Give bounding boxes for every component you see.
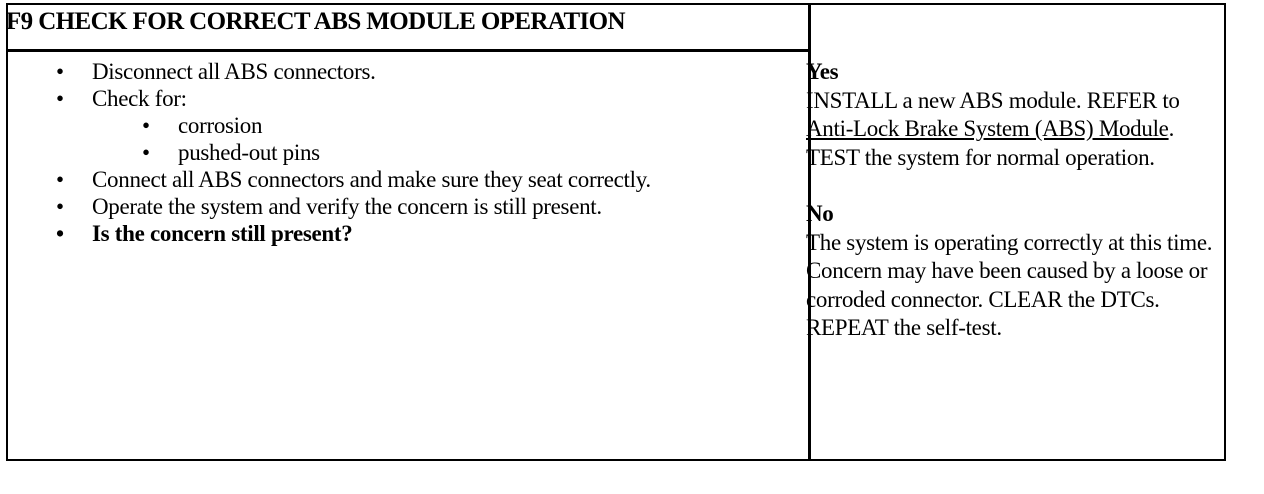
- step-text: Check for:: [92, 86, 187, 111]
- header-divider: [8, 49, 808, 52]
- check-item-text: corrosion: [178, 113, 263, 138]
- step-text: Disconnect all ABS connectors.: [92, 59, 376, 84]
- check-item: [8, 112, 788, 139]
- bullet: •: [56, 167, 64, 192]
- result-no-label: No: [806, 201, 834, 226]
- step-question: [8, 220, 788, 247]
- step-item: [8, 193, 788, 220]
- test-step-actions: [8, 58, 788, 247]
- question-text: Is the concern still present?: [92, 221, 353, 246]
- step-item: [8, 166, 788, 193]
- step-text: Connect all ABS connectors and make sure they seat correctly.: [92, 167, 651, 192]
- step-item: [8, 58, 788, 85]
- result-yes-label: Yes: [806, 59, 839, 84]
- bullet: •: [142, 113, 150, 138]
- bullet: •: [142, 140, 150, 165]
- bullet: •: [56, 194, 64, 219]
- result-yes-text: INSTALL a new ABS module. REFER to: [806, 87, 1180, 113]
- abs-module-link[interactable]: Anti-Lock Brake System (ABS) Module: [806, 116, 1169, 141]
- result-column: [806, 58, 1218, 343]
- step-text: Operate the system and verify the concern is still present.: [92, 194, 602, 219]
- result-yes: [806, 58, 1218, 172]
- check-item: [8, 139, 788, 166]
- spacer: [806, 172, 1218, 200]
- result-yes-text-end: . TEST the system for normal operation.: [806, 116, 1175, 170]
- bullet: •: [56, 86, 64, 111]
- bullet: •: [56, 59, 64, 84]
- step-item: [8, 85, 788, 112]
- result-no: [806, 200, 1218, 343]
- test-step-title: F9 CHECK FOR CORRECT ABS MODULE OPERATION: [6, 8, 625, 35]
- bullet: •: [56, 221, 64, 246]
- check-item-text: pushed-out pins: [178, 140, 320, 165]
- result-no-text: The system is operating correctly at this time. Concern may have been caused by a loose or corroded connector. CLEAR the DTCs. REPEAT the self-test.: [806, 229, 1213, 340]
